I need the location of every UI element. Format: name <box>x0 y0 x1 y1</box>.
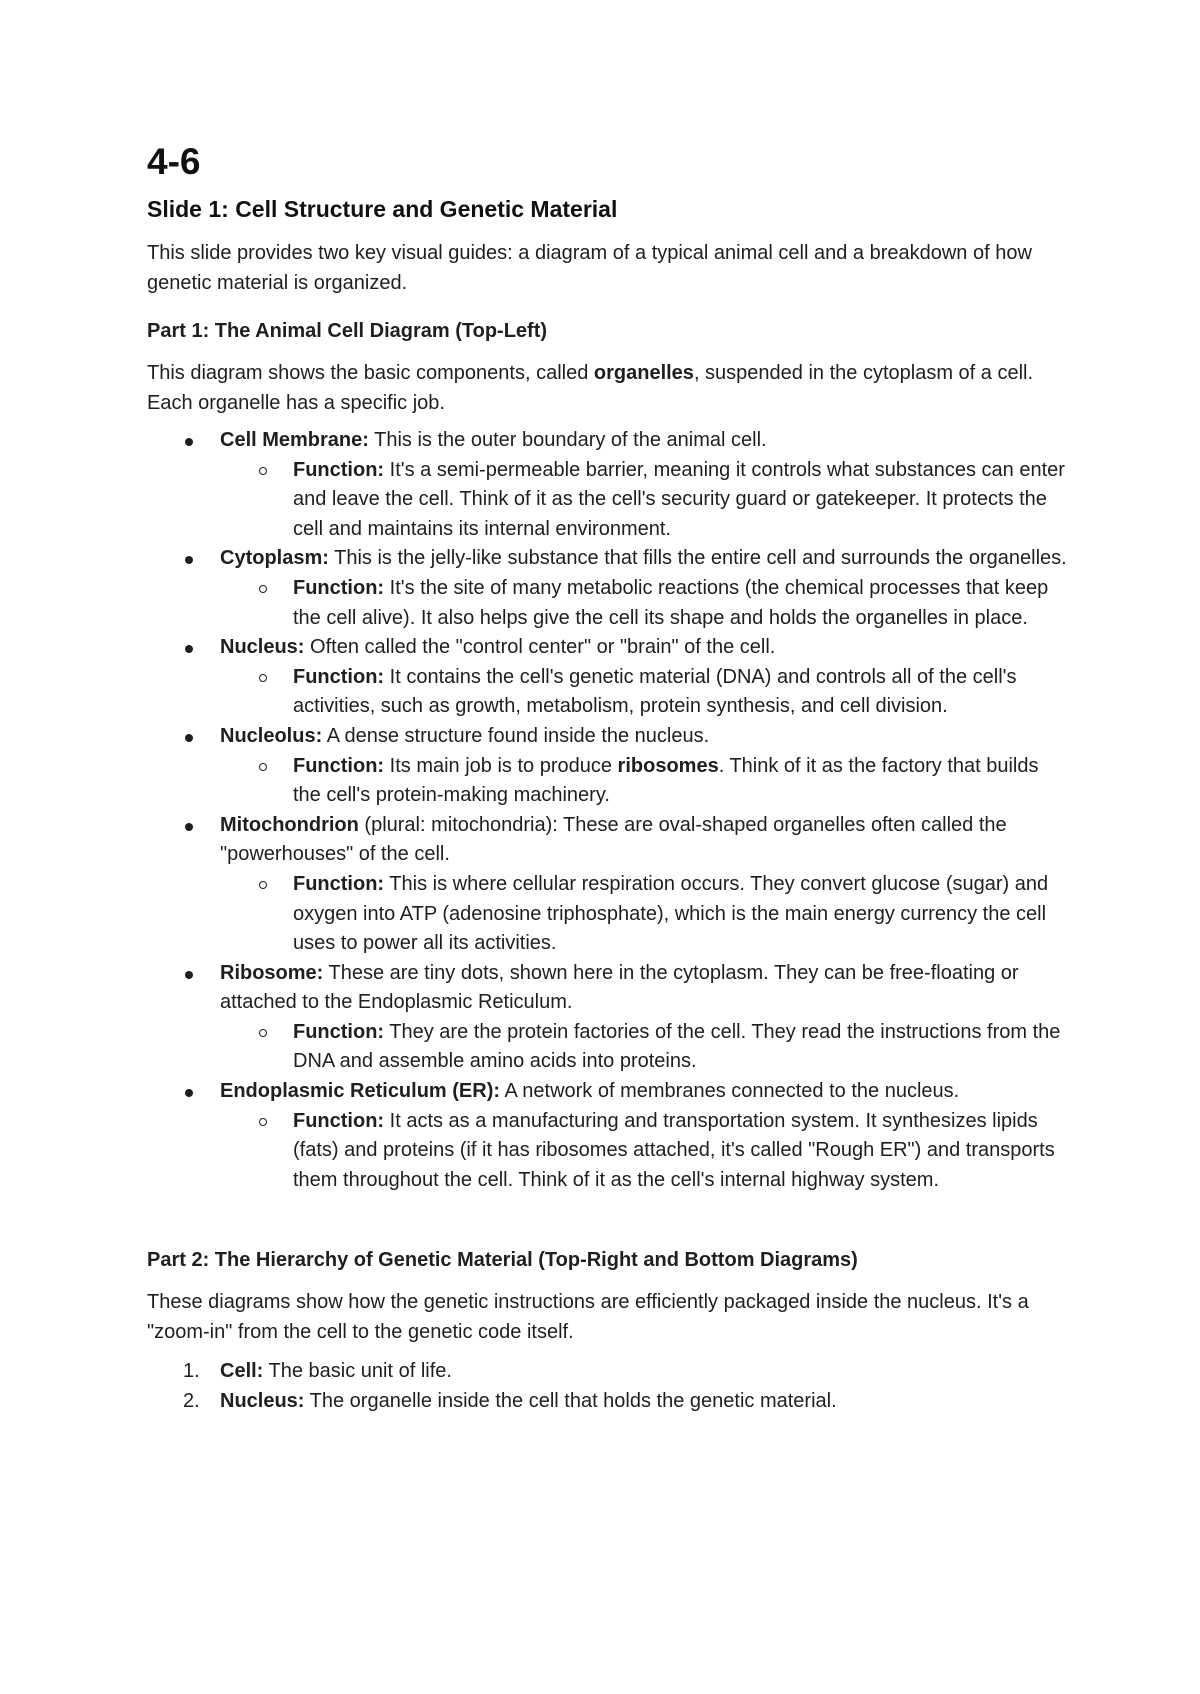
function-text-end: . Think of it as the factory that builds the cell's protein-making machinery. <box>293 754 1039 807</box>
organelle-term: Nucleus: <box>220 636 305 659</box>
function-text: It acts as a manufacturing and transportation system. It synthesizes lipids (fats) and proteins (if it has ribosomes attached, it's called "Rough ER") and transports them throughout the cell. Think of it as the cell's internal highway system. <box>293 1109 1055 1191</box>
part1-body-text: This diagram shows the basic components, called <box>147 362 594 384</box>
function-bold-term: ribosomes <box>617 754 719 777</box>
function-item <box>220 456 1067 545</box>
function-text: They are the protein factories of the cell. They read the instructions from the DNA and assemble amino acids into proteins. <box>293 1020 1061 1073</box>
slide-title: Slide 1: Cell Structure and Genetic Material <box>147 196 618 222</box>
bullet-icon <box>185 438 193 446</box>
function-text: It contains the cell's genetic material (DNA) and controls all of the cell's activities, such as growth, metabolism, protein synthesis, and cell division. <box>293 665 1017 718</box>
part1-body-text-end: , suspended in the cytoplasm of a cell. Each organelle has a specific job. <box>147 362 1034 414</box>
sub-bullet-icon <box>259 674 267 682</box>
function-item <box>220 752 1067 811</box>
part2-body: These diagrams show how the genetic instructions are efficiently packaged inside the nucleus. It's a "zoom-in" from the cell to the genetic code itself. <box>147 1291 1029 1344</box>
document-page <box>147 140 1067 1417</box>
list-item <box>147 1387 1067 1417</box>
function-text: It's a semi-permeable barrier, meaning it controls what substances can enter and leave the cell. Think of it as the cell's security guard or gatekeeper. It protects the cell and maintains its internal environment. <box>293 458 1065 540</box>
function-label: Function: <box>293 754 385 777</box>
step-term: Nucleus: <box>220 1390 305 1413</box>
organelle-desc: This is the jelly-like substance that fills the entire cell and surrounds the organelles. <box>328 547 1067 570</box>
sub-bullet-icon <box>259 585 267 593</box>
organelle-desc: (plural: mitochondria): These are oval-shaped organelles often called the "powerhouses" of the cell. <box>220 813 1007 866</box>
list-item <box>147 811 1067 959</box>
function-text: This is where cellular respiration occurs. They convert glucose (sugar) and oxygen into ATP (adenosine triphosphate), which is the main energy currency the cell uses to power all its activities. <box>293 872 1049 955</box>
step-desc: The organelle inside the cell that holds the genetic material. <box>304 1390 837 1413</box>
list-item <box>147 633 1067 722</box>
organelle-desc: Often called the "control center" or "brain" of the cell. <box>304 636 776 659</box>
sub-bullet-icon <box>259 1029 267 1037</box>
function-item <box>220 1107 1067 1196</box>
organelle-term: Ribosome: <box>220 961 324 984</box>
function-label: Function: <box>293 458 385 481</box>
list-item <box>147 1357 1067 1387</box>
function-label: Function: <box>293 576 385 599</box>
hierarchy-list <box>147 1357 1067 1416</box>
step-desc: The basic unit of life. <box>263 1360 452 1383</box>
function-label: Function: <box>293 665 385 688</box>
step-number: 1. <box>183 1360 200 1383</box>
step-number: 2. <box>183 1390 200 1413</box>
function-label: Function: <box>293 1020 385 1043</box>
step-term: Cell: <box>220 1360 264 1383</box>
function-item <box>220 574 1067 633</box>
list-item <box>147 959 1067 1077</box>
organelle-term: Nucleolus: <box>220 724 323 747</box>
list-item <box>147 544 1067 633</box>
bullet-icon <box>185 556 193 564</box>
part1-body-bold: organelles <box>593 362 694 384</box>
organelle-list <box>147 426 1067 1195</box>
list-item <box>147 426 1067 544</box>
sub-bullet-icon <box>259 1118 267 1126</box>
function-label: Function: <box>293 1109 385 1132</box>
part1-heading: Part 1: The Animal Cell Diagram (Top-Left) <box>147 320 548 342</box>
function-text: Its main job is to produce <box>384 754 618 777</box>
bullet-icon <box>185 645 193 653</box>
list-item <box>147 1077 1067 1195</box>
organelle-desc: This is the outer boundary of the animal cell. <box>368 429 767 451</box>
organelle-term: Endoplasmic Reticulum (ER): <box>220 1080 501 1103</box>
sub-bullet-icon <box>259 763 267 771</box>
bullet-icon <box>185 1089 193 1097</box>
organelle-desc: These are tiny dots, shown here in the cytoplasm. They can be free-floating or attached to the Endoplasmic Reticulum. <box>220 961 1019 1014</box>
bullet-icon <box>185 823 193 831</box>
function-item <box>220 870 1067 959</box>
bullet-icon <box>185 734 193 742</box>
organelle-term: Cytoplasm: <box>220 547 329 570</box>
sub-bullet-icon <box>259 881 267 889</box>
function-label: Function: <box>293 872 385 895</box>
organelle-term: Mitochondrion <box>220 813 359 836</box>
function-item <box>220 663 1067 722</box>
sub-bullet-icon <box>259 467 267 475</box>
function-item <box>220 1018 1067 1077</box>
list-item <box>147 722 1067 811</box>
organelle-desc: A network of membranes connected to the nucleus. <box>500 1080 960 1103</box>
bullet-icon <box>185 971 193 979</box>
organelle-desc: A dense structure found inside the nucleus. <box>322 724 710 747</box>
function-text: It's the site of many metabolic reactions (the chemical processes that keep the cell alive). It also helps give the cell its shape and holds the organelles in place. <box>293 576 1049 629</box>
part2-heading: Part 2: The Hierarchy of Genetic Material (Top-Right and Bottom Diagrams) <box>147 1249 858 1272</box>
part1-body <box>147 358 1067 418</box>
intro-paragraph: This slide provides two key visual guides: a diagram of a typical animal cell and a breakdown of how genetic material is organized. <box>147 242 1032 294</box>
document-title: 4-6 <box>147 141 201 182</box>
organelle-term: Cell Membrane: <box>220 429 369 451</box>
